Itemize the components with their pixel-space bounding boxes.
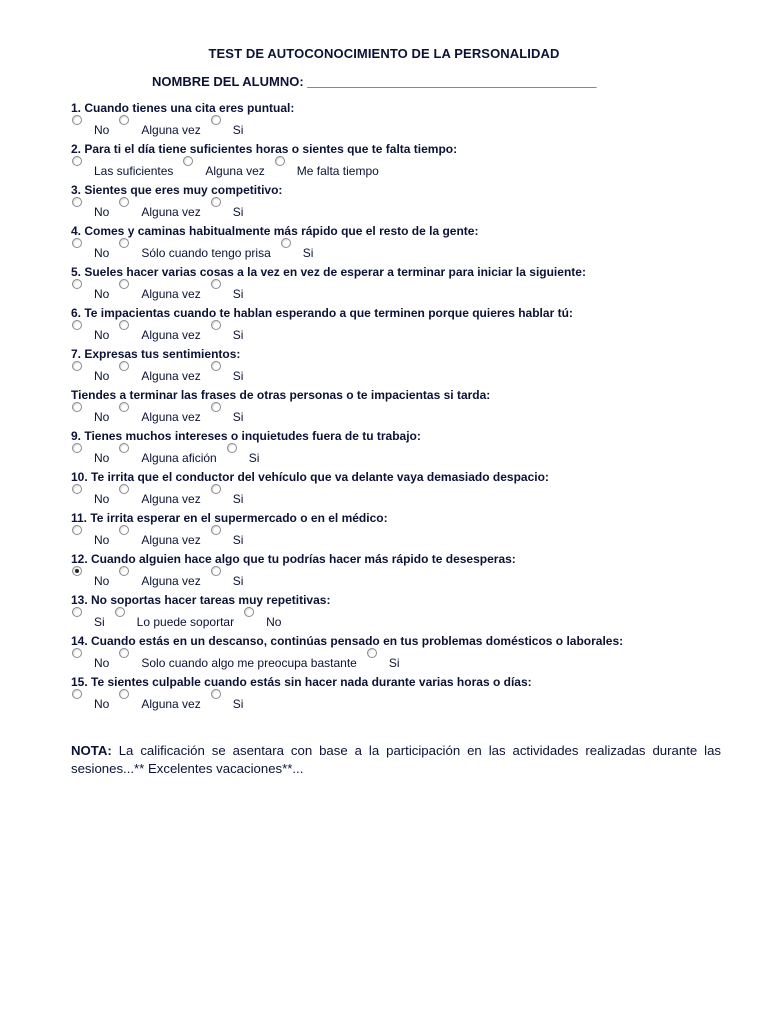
radio-button[interactable] <box>119 361 129 371</box>
radio-button[interactable] <box>72 484 82 494</box>
radio-button[interactable] <box>281 238 291 248</box>
answer-options <box>72 529 253 551</box>
answer-option[interactable] <box>119 324 200 342</box>
option-label: No <box>94 246 110 260</box>
option-label: Si <box>94 615 105 629</box>
radio-button[interactable] <box>119 689 129 699</box>
answer-options <box>72 447 269 469</box>
answer-option[interactable] <box>72 365 109 383</box>
option-label: No <box>94 287 110 301</box>
question-text: 15. Te sientes culpable cuando estás sin hacer nada durante varias horas o días: <box>71 675 532 689</box>
radio-button[interactable] <box>72 525 82 535</box>
question-item <box>71 142 751 183</box>
radio-button[interactable] <box>72 279 82 289</box>
answer-option[interactable] <box>119 693 200 711</box>
answer-option[interactable] <box>72 119 109 137</box>
answer-option[interactable] <box>211 365 244 383</box>
radio-button[interactable] <box>211 197 221 207</box>
answer-option[interactable] <box>211 406 244 424</box>
radio-button[interactable] <box>211 402 221 412</box>
answer-option[interactable] <box>72 406 109 424</box>
answer-options <box>72 283 253 305</box>
option-label: Alguna vez <box>205 164 265 178</box>
option-label: Si <box>232 492 244 506</box>
answer-option[interactable] <box>119 119 200 137</box>
radio-button[interactable] <box>211 361 221 371</box>
radio-button[interactable] <box>275 156 285 166</box>
answer-option[interactable] <box>211 201 244 219</box>
radio-button[interactable] <box>72 115 82 125</box>
question-item <box>71 347 751 388</box>
answer-option[interactable] <box>119 488 200 506</box>
option-label: Si <box>248 451 260 465</box>
option-label: No <box>94 123 110 137</box>
option-label: No <box>94 328 110 342</box>
answer-option[interactable] <box>119 570 200 588</box>
answer-options <box>72 570 253 592</box>
option-label: Lo puede soportar <box>136 615 235 629</box>
answer-options <box>72 406 253 428</box>
question-text: 6. Te impacientas cuando te hablan esperando a que terminen porque quieres hablar tú: <box>71 306 573 320</box>
option-label: Si <box>232 369 244 383</box>
answer-option[interactable] <box>72 488 109 506</box>
note-paragraph <box>71 742 721 778</box>
radio-button[interactable] <box>119 566 129 576</box>
option-label: No <box>94 492 110 506</box>
radio-button[interactable] <box>72 361 82 371</box>
option-label: Si <box>232 574 244 588</box>
radio-button-checked[interactable] <box>72 566 82 576</box>
question-item <box>71 675 751 716</box>
radio-button[interactable] <box>211 115 221 125</box>
option-label: Alguna afición <box>141 451 217 465</box>
radio-button[interactable] <box>72 320 82 330</box>
radio-button[interactable] <box>72 156 82 166</box>
radio-button[interactable] <box>211 484 221 494</box>
answer-options <box>72 365 253 387</box>
radio-button[interactable] <box>115 607 125 617</box>
option-label: Si <box>232 410 244 424</box>
question-text: 11. Te irrita esperar en el supermercado o en el médico: <box>71 511 388 525</box>
option-label: Si <box>232 533 244 547</box>
radio-button[interactable] <box>227 443 237 453</box>
radio-button[interactable] <box>211 320 221 330</box>
option-label: No <box>94 410 110 424</box>
radio-button[interactable] <box>72 607 82 617</box>
option-label: Si <box>232 123 244 137</box>
answer-option[interactable] <box>115 611 234 629</box>
answer-options <box>72 160 389 182</box>
answer-option[interactable] <box>211 283 244 301</box>
option-label: No <box>94 369 110 383</box>
option-label: No <box>94 656 110 670</box>
question-item <box>71 511 751 552</box>
answer-option[interactable] <box>72 283 109 301</box>
option-label: Alguna vez <box>141 123 201 137</box>
radio-button[interactable] <box>244 607 254 617</box>
option-label: No <box>94 451 110 465</box>
radio-button[interactable] <box>119 525 129 535</box>
question-item <box>71 470 751 511</box>
radio-button[interactable] <box>119 443 129 453</box>
question-text: 3. Sientes que eres muy competitivo: <box>71 183 283 197</box>
option-label: Me falta tiempo <box>296 164 379 178</box>
question-text: Tiendes a terminar las frases de otras personas o te impacientas si tarda: <box>71 388 491 402</box>
answer-option[interactable] <box>281 242 314 260</box>
option-label: Alguna vez <box>141 697 201 711</box>
option-label: Las suficientes <box>94 164 174 178</box>
question-item <box>71 306 751 347</box>
answer-options <box>72 324 253 346</box>
answer-option[interactable] <box>119 529 200 547</box>
answer-option[interactable] <box>119 406 200 424</box>
question-text: 4. Comes y caminas habitualmente más rápido que el resto de la gente: <box>71 224 479 238</box>
answer-option[interactable] <box>119 365 200 383</box>
answer-options <box>72 242 323 264</box>
radio-button[interactable] <box>119 648 129 658</box>
answer-option[interactable] <box>227 447 260 465</box>
question-text: 7. Expresas tus sentimientos: <box>71 347 241 361</box>
question-text: 12. Cuando alguien hace algo que tu podrías hacer más rápido te desesperas: <box>71 552 516 566</box>
option-label: Si <box>232 205 244 219</box>
answer-options <box>72 652 410 674</box>
question-item <box>71 429 751 470</box>
question-item <box>71 388 751 429</box>
answer-option[interactable] <box>119 652 357 670</box>
answer-option[interactable] <box>119 242 270 260</box>
answer-option[interactable] <box>72 324 109 342</box>
answer-option[interactable] <box>211 119 244 137</box>
radio-button[interactable] <box>72 689 82 699</box>
answer-option[interactable] <box>72 242 109 260</box>
answer-option[interactable] <box>367 652 400 670</box>
radio-button[interactable] <box>119 115 129 125</box>
question-text: 5. Sueles hacer varias cosas a la vez en vez de esperar a terminar para iniciar la siguiente: <box>71 265 586 279</box>
answer-option[interactable] <box>211 324 244 342</box>
option-label: Si <box>232 328 244 342</box>
option-label: Si <box>388 656 400 670</box>
answer-option[interactable] <box>119 447 216 465</box>
question-list <box>71 101 751 716</box>
question-text: 9. Tienes muchos intereses o inquietudes fuera de tu trabajo: <box>71 429 421 443</box>
radio-button[interactable] <box>211 279 221 289</box>
question-item <box>71 101 751 142</box>
radio-button[interactable] <box>119 279 129 289</box>
answer-option[interactable] <box>72 447 109 465</box>
option-label: No <box>94 697 110 711</box>
question-text: 10. Te irrita que el conductor del vehículo que va delante vaya demasiado despacio: <box>71 470 549 484</box>
answer-options <box>72 488 253 510</box>
answer-option[interactable] <box>72 611 105 629</box>
answer-option[interactable] <box>211 529 244 547</box>
option-label: Alguna vez <box>141 369 201 383</box>
question-text: 1. Cuando tienes una cita eres puntual: <box>71 101 295 115</box>
radio-button[interactable] <box>119 197 129 207</box>
answer-option[interactable] <box>244 611 281 629</box>
option-label: Alguna vez <box>141 533 201 547</box>
option-label: Alguna vez <box>141 205 201 219</box>
answer-option[interactable] <box>119 201 200 219</box>
radio-button[interactable] <box>211 566 221 576</box>
option-label: Alguna vez <box>141 328 201 342</box>
radio-button[interactable] <box>72 238 82 248</box>
answer-options <box>72 201 253 223</box>
option-label: Alguna vez <box>141 410 201 424</box>
radio-button[interactable] <box>119 484 129 494</box>
radio-button[interactable] <box>72 443 82 453</box>
answer-options <box>72 693 253 715</box>
radio-button[interactable] <box>367 648 377 658</box>
question-item <box>71 593 751 634</box>
radio-button[interactable] <box>72 197 82 207</box>
option-label: Si <box>302 246 314 260</box>
question-item <box>71 634 751 675</box>
answer-option[interactable] <box>72 529 109 547</box>
answer-option[interactable] <box>72 570 109 588</box>
radio-button[interactable] <box>183 156 193 166</box>
answer-option[interactable] <box>119 283 200 301</box>
option-label: No <box>94 205 110 219</box>
answer-option[interactable] <box>72 652 109 670</box>
option-label: Si <box>232 287 244 301</box>
radio-button[interactable] <box>119 402 129 412</box>
answer-option[interactable] <box>183 160 264 178</box>
option-label: No <box>266 615 282 629</box>
option-label: No <box>94 574 110 588</box>
answer-option[interactable] <box>211 693 244 711</box>
question-text: 13. No soportas hacer tareas muy repetitivas: <box>71 593 331 607</box>
radio-button[interactable] <box>72 648 82 658</box>
question-item <box>71 265 751 306</box>
answer-options <box>72 119 253 141</box>
option-label: Si <box>232 697 244 711</box>
question-text: 14. Cuando estás en un descanso, continúas pensado en tus problemas domésticos o laborales: <box>71 634 624 648</box>
question-item <box>71 183 751 224</box>
radio-button[interactable] <box>211 525 221 535</box>
answer-option[interactable] <box>72 201 109 219</box>
page-title: TEST DE AUTOCONOCIMIENTO DE LA PERSONALIDAD <box>208 46 560 61</box>
note-label: NOTA: <box>71 743 112 758</box>
answer-option[interactable] <box>211 488 244 506</box>
answer-option[interactable] <box>72 160 173 178</box>
question-item <box>71 224 751 265</box>
option-label: Alguna vez <box>141 287 201 301</box>
question-item <box>71 552 751 593</box>
answer-option[interactable] <box>72 693 109 711</box>
answer-option[interactable] <box>211 570 244 588</box>
radio-button[interactable] <box>72 402 82 412</box>
option-label: Alguna vez <box>141 574 201 588</box>
note-text: La calificación se asentara con base a la participación en las actividades realizadas durante las sesiones...** Excelentes vacaciones**... <box>71 743 721 776</box>
radio-button[interactable] <box>119 320 129 330</box>
option-label: No <box>94 533 110 547</box>
option-label: Alguna vez <box>141 492 201 506</box>
radio-button[interactable] <box>119 238 129 248</box>
student-name-field: NOMBRE DEL ALUMNO: ________________________________________ <box>152 74 597 89</box>
option-label: Sólo cuando tengo prisa <box>141 246 271 260</box>
radio-button[interactable] <box>211 689 221 699</box>
question-text: 2. Para ti el día tiene suficientes horas o sientes que te falta tiempo: <box>71 142 458 156</box>
answer-option[interactable] <box>275 160 379 178</box>
answer-options <box>72 611 291 633</box>
option-label: Solo cuando algo me preocupa bastante <box>141 656 357 670</box>
